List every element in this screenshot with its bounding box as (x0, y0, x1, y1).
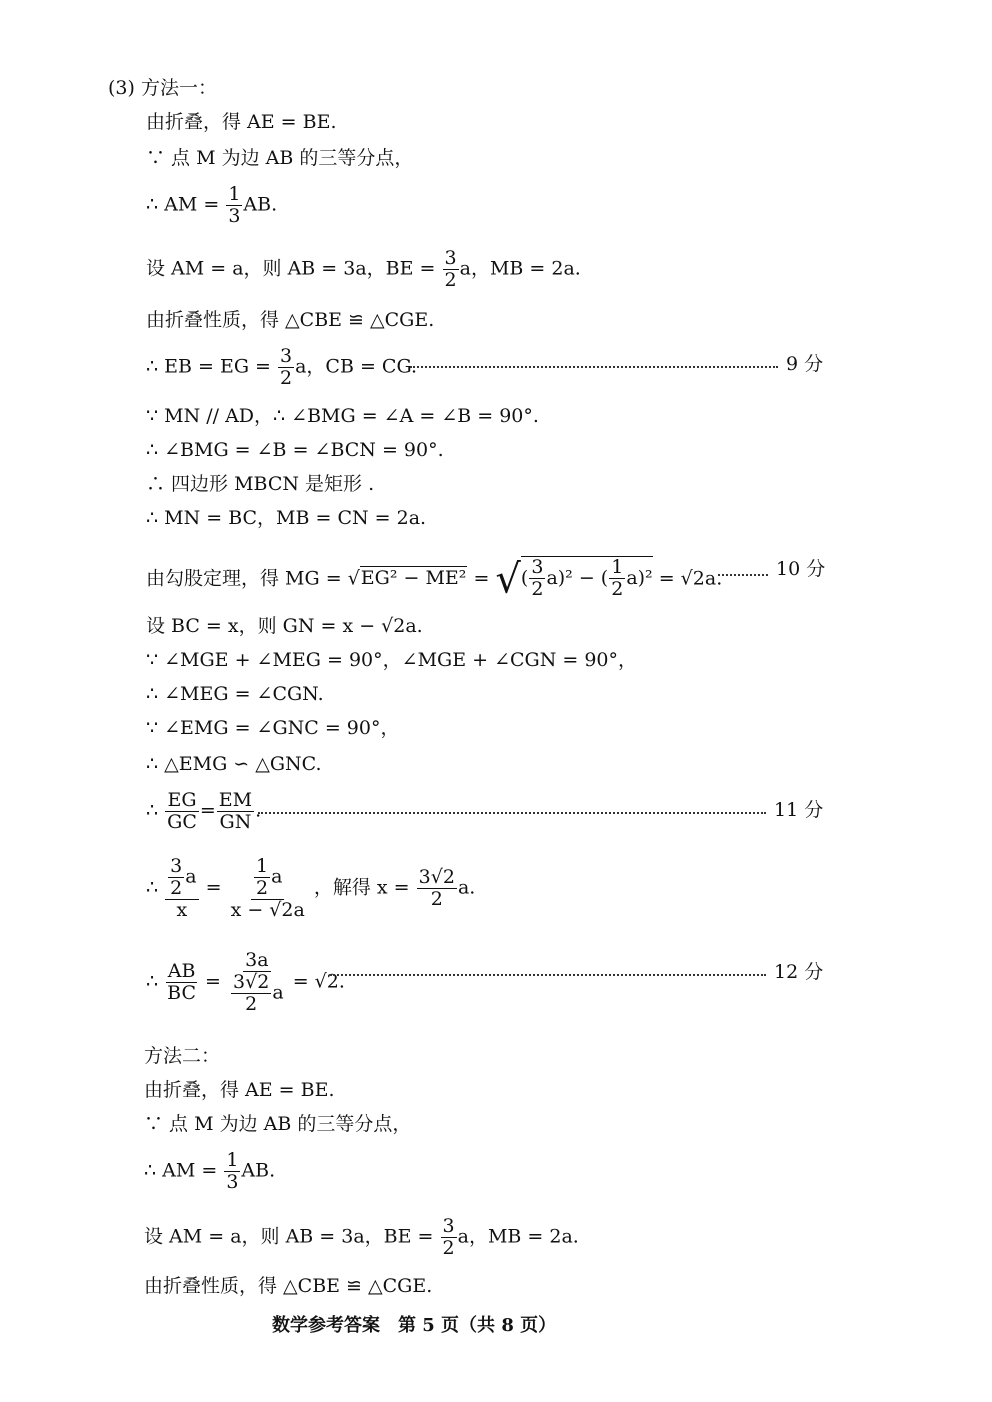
denominator: x (176, 898, 188, 921)
m1-line-14: ∴ ∠MEG = ∠CGN. (146, 683, 324, 705)
fraction (278, 346, 294, 389)
text: ∴ (146, 970, 159, 993)
text: 由勾股定理，得 MG = (146, 567, 342, 590)
m1-line-15: ∵ ∠EMG = ∠GNC = 90°， (146, 717, 400, 739)
numerator (165, 856, 198, 900)
numerator: 3 (444, 247, 457, 269)
m1-line-5: 由折叠性质，得 △CBE ≌ △CGE. (146, 309, 435, 331)
page-footer: 数学参考答案 第 5 页（共 8 页） (272, 1315, 557, 1336)
dot-leader (330, 974, 766, 976)
m2-line-1: 由折叠，得 AE = BE. (144, 1079, 335, 1101)
fraction (443, 248, 459, 291)
m2-line-4 (144, 1216, 579, 1259)
fraction (254, 856, 270, 899)
text: a (271, 865, 283, 888)
text: = (199, 799, 216, 822)
score-10: 10 分 (776, 558, 826, 580)
denominator: 3 (228, 204, 241, 227)
fraction (165, 961, 198, 1004)
complex-fraction (165, 856, 198, 921)
m1-line-11 (146, 556, 723, 603)
text: AB. (243, 193, 278, 216)
denominator: 2 (280, 366, 293, 389)
text: = (205, 970, 221, 993)
fraction (529, 557, 545, 600)
text: ∴ AM = (144, 1159, 218, 1182)
text: ∴ (146, 876, 159, 899)
fraction (224, 1150, 240, 1193)
text: ∴ (146, 799, 159, 822)
big-sqrt-icon: √ (495, 556, 521, 603)
m1-line-10: ∴ MN = BC，MB = CN = 2a. (146, 507, 427, 529)
denominator: 2 (430, 887, 443, 910)
method-2-heading: 方法二： (144, 1045, 221, 1067)
dot-leader (410, 366, 778, 368)
dot-leader (718, 574, 768, 576)
numerator: 3a (245, 949, 269, 971)
text: a)² − ( (546, 567, 609, 590)
numerator: 3√2 (233, 970, 270, 993)
numerator: 1 (228, 183, 241, 205)
dot-leader (258, 812, 766, 814)
score-11: 11 分 (774, 799, 824, 821)
fraction (165, 790, 199, 833)
radicand (360, 566, 468, 590)
m1-line-16: ∴ △EMG ∽ △GNC. (146, 753, 322, 775)
numerator: 3 (442, 1215, 455, 1237)
text: ( (520, 567, 529, 590)
m2-line-5: 由折叠性质，得 △CBE ≌ △CGE. (144, 1275, 433, 1297)
denominator: 2 (245, 992, 258, 1015)
numerator: 3 (280, 345, 293, 367)
denominator: 2 (531, 577, 544, 600)
text: = (205, 876, 222, 899)
denominator: x − √2a (230, 898, 305, 921)
numerator: 3√2 (418, 865, 455, 888)
complex-fraction (229, 856, 307, 921)
section-heading: (3) 方法一： (108, 77, 217, 99)
text: = (473, 567, 490, 590)
m1-line-13: ∵ ∠MGE + ∠MEG = 90°，∠MGE + ∠CGN = 90°， (146, 649, 638, 671)
text: AB. (241, 1159, 276, 1182)
m1-line-7: ∵ MN // AD，∴ ∠BMG = ∠A = ∠B = 90°. (146, 405, 539, 427)
text: a，MB = 2a. (459, 257, 581, 280)
m1-line-2: ∵ 点 M 为边 AB 的三等分点， (146, 147, 414, 169)
text: 设 AM = a，则 AB = 3a，BE = (146, 257, 436, 280)
m1-line-12: 设 BC = x，则 GN = x − √2a. (146, 615, 423, 637)
m1-line-1: 由折叠，得 AE = BE. (146, 111, 337, 133)
numerator: AB (167, 959, 196, 982)
text: = √2a. (658, 567, 723, 590)
numerator: EM (218, 789, 253, 811)
sqrt-icon: √ (347, 567, 360, 590)
numerator: 3 (170, 855, 183, 877)
text: ∴ AM = (146, 193, 220, 216)
denominator: BC (167, 981, 196, 1004)
numerator: 3 (531, 556, 544, 578)
big-radicand (521, 556, 653, 600)
denominator: 2 (255, 876, 269, 899)
text: = √2. (292, 970, 345, 993)
text: ∴ EB = EG = (146, 355, 271, 378)
denominator: 2 (170, 876, 183, 899)
m1-line-19 (146, 950, 345, 1015)
denominator: 2 (442, 1236, 455, 1259)
denominator (228, 972, 286, 1015)
m1-line-8: ∴ ∠BMG = ∠B = ∠BCN = 90°. (146, 439, 444, 461)
text: a，CB = CG. (295, 355, 418, 378)
m1-line-9: ∴ 四边形 MBCN 是矩形 . (146, 473, 375, 495)
fraction (441, 1216, 457, 1259)
numerator (251, 856, 284, 900)
text: ，解得 x = (313, 876, 410, 899)
text: 设 AM = a，则 AB = 3a，BE = (144, 1225, 434, 1248)
text: a. (457, 876, 476, 899)
m1-line-18 (146, 856, 475, 921)
numerator: EG (167, 789, 197, 811)
numerator: 1 (611, 556, 624, 578)
text: a (185, 865, 197, 888)
fraction (168, 856, 184, 899)
fraction (231, 972, 271, 1015)
numerator: 1 (255, 855, 269, 877)
denominator: 3 (226, 1170, 239, 1193)
numerator: 1 (226, 1149, 239, 1171)
m2-line-3 (144, 1150, 275, 1193)
radicand-text: EG² − ME² (360, 567, 467, 590)
denominator: 2 (611, 577, 624, 600)
m1-line-4 (146, 248, 581, 291)
denominator: GN (219, 810, 252, 833)
m1-line-17 (146, 790, 261, 833)
denominator: GC (167, 810, 197, 833)
fraction (609, 557, 625, 600)
score-9: 9 分 (786, 353, 824, 375)
score-12: 12 分 (774, 961, 824, 983)
denominator: 2 (444, 268, 457, 291)
complex-fraction (228, 950, 286, 1015)
text: a)² (626, 567, 653, 590)
m1-line-6 (146, 346, 417, 389)
m2-line-2: ∵ 点 M 为边 AB 的三等分点， (144, 1113, 412, 1135)
m1-line-3 (146, 184, 277, 227)
text: a (272, 981, 284, 1004)
text: . (255, 799, 262, 822)
fraction (226, 184, 242, 227)
fraction (217, 790, 254, 833)
text: a，MB = 2a. (457, 1225, 579, 1248)
fraction (417, 867, 457, 910)
